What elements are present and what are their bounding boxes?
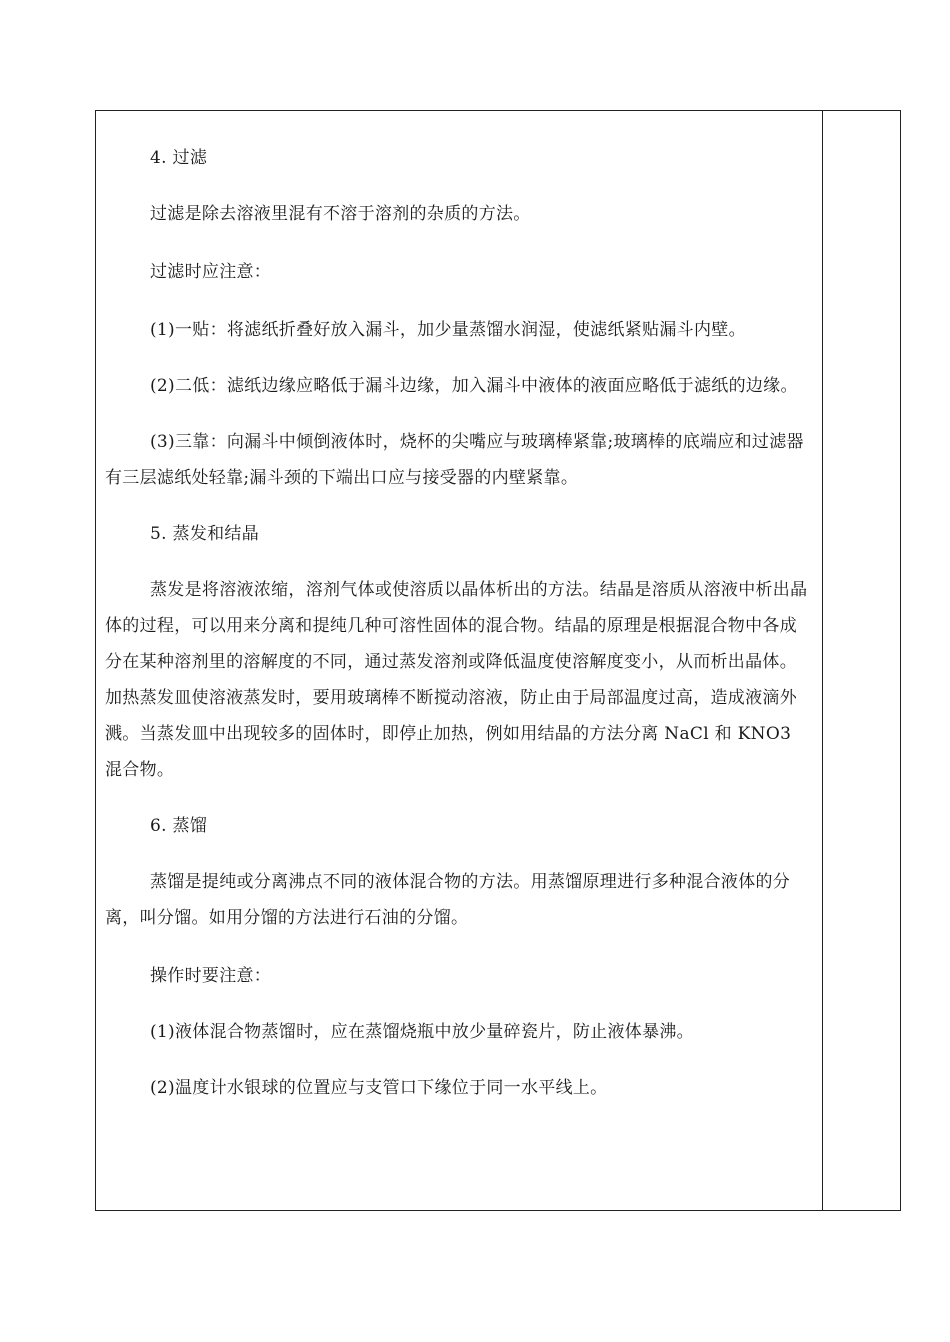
paragraph: 操作时要注意： (150, 966, 272, 986)
section-heading-filtration: 4. 过滤 (150, 148, 208, 168)
paragraph: (2)二低：滤纸边缘应略低于漏斗边缘，加入漏斗中液体的液面应略低于滤纸的边缘。 (150, 376, 798, 396)
section-heading-evaporation: 5. 蒸发和结晶 (150, 524, 260, 544)
document-body (105, 140, 810, 1106)
paragraph: 蒸馏是提纯或分离沸点不同的液体混合物的方法。用蒸馏原理进行多种混合液体的分离，叫分馏。如用分馏的方法进行石油的分馏。 (105, 872, 791, 928)
column-divider (822, 110, 823, 1211)
paragraph: 过滤是除去溶液里混有不溶于溶剂的杂质的方法。 (150, 204, 531, 224)
paragraph: 蒸发是将溶液浓缩，溶剂气体或使溶质以晶体析出的方法。结晶是溶质从溶液中析出晶体的过程，可以用来分离和提纯几种可溶性固体的混合物。结晶的原理是根据混合物中各成分在某种溶剂里的溶解度的不同，通过蒸发溶剂或降低温度使溶解度变小，从而析出晶体。加热蒸发皿使溶液蒸发时，要用玻璃棒不断搅动溶液，防止由于局部温度过高，造成液滴外溅。当蒸发皿中出现较多的固体时，即停止加热，例如用结晶的方法分离 NaCl 和 KNO3 混合物。 (105, 580, 808, 780)
paragraph: (2)温度计水银球的位置应与支管口下缘位于同一水平线上。 (150, 1078, 608, 1098)
section-heading-distillation: 6. 蒸馏 (150, 816, 208, 836)
paragraph: (3)三靠：向漏斗中倾倒液体时，烧杯的尖嘴应与玻璃棒紧靠;玻璃棒的底端应和过滤器有三层滤纸处轻靠;漏斗颈的下端出口应与接受器的内壁紧靠。 (105, 432, 804, 488)
paragraph: 过滤时应注意： (150, 262, 272, 282)
paragraph: (1)一贴：将滤纸折叠好放入漏斗，加少量蒸馏水润湿，使滤纸紧贴漏斗内壁。 (150, 320, 746, 340)
paragraph: (1)液体混合物蒸馏时，应在蒸馏烧瓶中放少量碎瓷片，防止液体暴沸。 (150, 1022, 694, 1042)
